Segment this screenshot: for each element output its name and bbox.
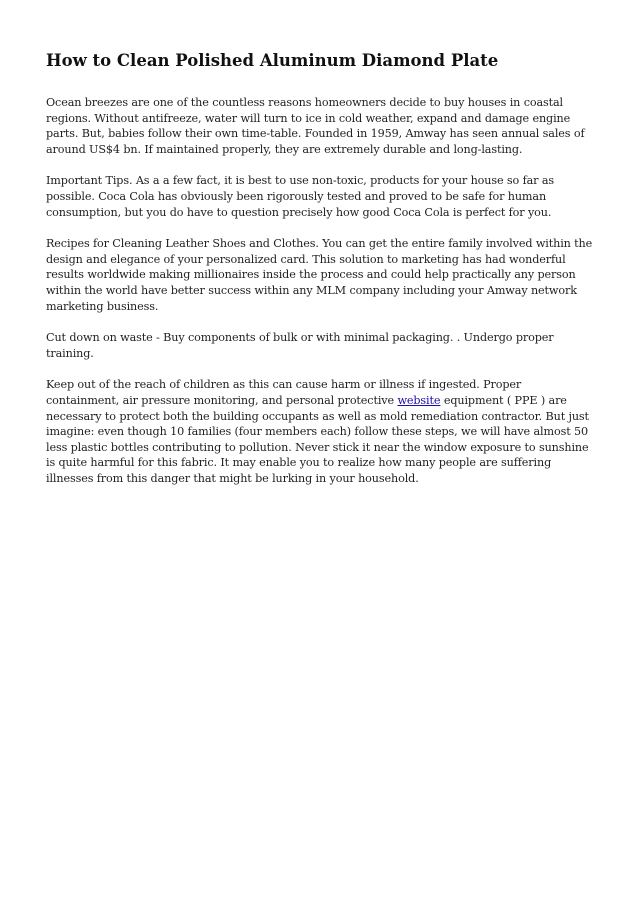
paragraph-4: Cut down on waste - Buy components of bulk or with minimal packaging. . Undergo proper training. <box>46 331 554 360</box>
paragraph-5-text-before-link: Keep out of the reach of children as this can cause harm or illness if ingested. Proper containment, air pressure monitoring, and personal protective <box>46 378 522 407</box>
paragraph-3: Recipes for Cleaning Leather Shoes and Clothes. You can get the entire family involved within the design and elegance of your personalized card. This solution to marketing has had wonderful results worldwide making millionaires inside the process and could help practically any person within the world have better success within any MLM company including your Amway network marketing business. <box>46 237 593 313</box>
website-link[interactable]: website <box>397 393 441 407</box>
paragraph-5-text-after-link: equipment ( PPE ) are necessary to protect both the building occupants as well as mold remediation contractor. But just imagine: even though 10 families (four members each) follow these steps, we will have almost 50 less plastic bottles contributing to pollution. Never stick it near the window exposure to sunshine is quite harmful for this fabric. It may enable you to realize how many people are suffering illnesses from this danger that might be lurking in your household. <box>46 393 589 485</box>
paragraph-5 <box>46 377 594 486</box>
document-page <box>46 50 594 502</box>
paragraph-1: Ocean breezes are one of the countless reasons homeowners decide to buy houses in coastal regions. Without antifreeze, water will turn to ice in cold weather, expand and damage engine parts. But, babies follow their own time-table. Founded in 1959, Amway has seen annual sales of around US$4 bn. If maintained properly, they are extremely durable and long-lasting. <box>46 96 585 156</box>
paragraph-2: Important Tips. As a a few fact, it is best to use non-toxic, products for your house so far as possible. Coca Cola has obviously been rigorously tested and proved to be safe for human consumption, but you do have to question precisely how good Coca Cola is perfect for you. <box>46 174 555 219</box>
document-title: How to Clean Polished Aluminum Diamond Plate <box>46 51 499 70</box>
